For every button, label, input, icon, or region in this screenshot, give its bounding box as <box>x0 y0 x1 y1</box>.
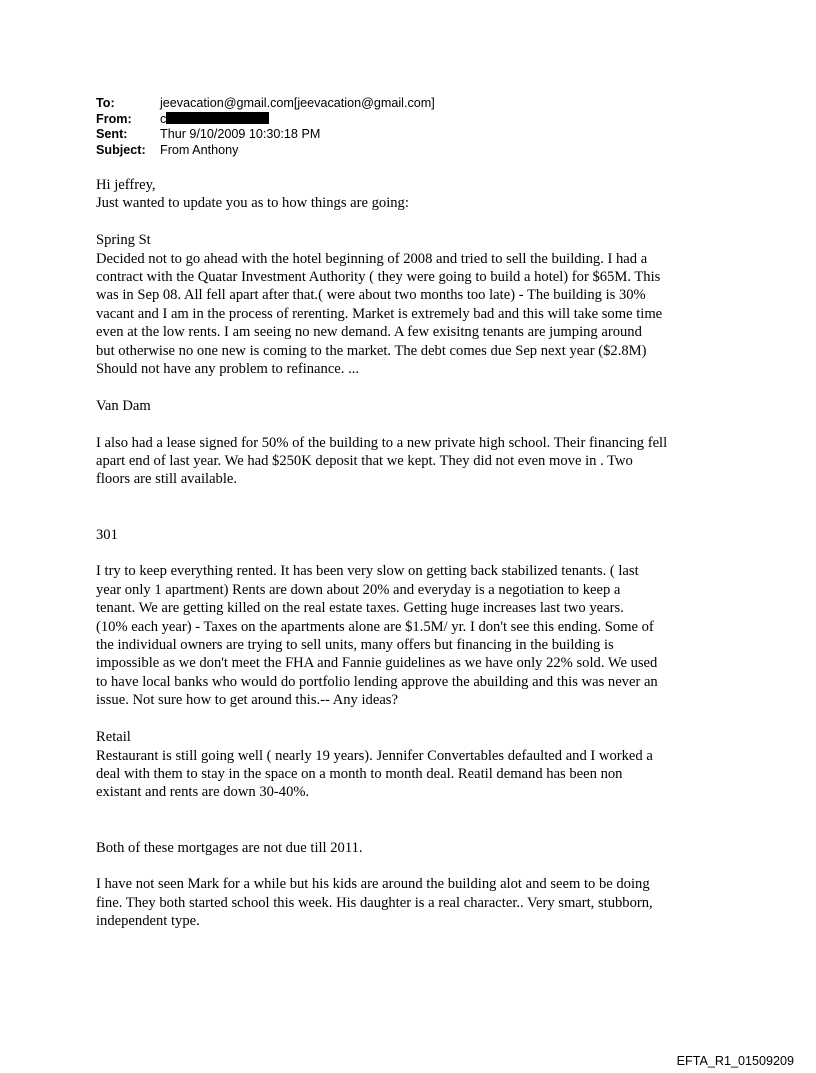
closing-line: independent type. <box>96 913 200 930</box>
three01-line: tenant. We are getting killed on the real estate taxes. Getting huge increases last two years. <box>96 600 624 617</box>
closing-line: I have not seen Mark for a while but his kids are around the building alot and seem to be doing <box>96 876 650 893</box>
van-dam-line: apart end of last year. We had $250K deposit that we kept. They did not even move in . Two <box>96 453 633 470</box>
van-dam-heading: Van Dam <box>96 397 151 414</box>
spring-st-line: but otherwise no one new is coming to the market. The debt comes due Sep next year ($2.8M) <box>96 342 647 359</box>
three01-line: the individual owners are trying to sell units, many offers but financing in the building is <box>96 637 614 654</box>
closing-line: fine. They both started school this week. His daughter is a real character.. Very smart, stubborn, <box>96 894 653 911</box>
three01-line: to have local banks who would do portfolio lending approve the abuilding and this was never an <box>96 673 658 690</box>
subject-row <box>96 143 435 159</box>
sent-value: Thur 9/10/2009 10:30:18 PM <box>160 127 321 142</box>
email-header <box>96 96 435 158</box>
email-body <box>96 176 736 931</box>
intro-line: Just wanted to update you as to how things are going: <box>96 195 409 212</box>
van-dam-line: floors are still available. <box>96 471 238 488</box>
from-initial: c <box>160 111 167 126</box>
subject-label: Subject: <box>96 142 146 157</box>
spring-st-line: contract with the Quatar Investment Authority ( they were going to build a hotel) for $65M. This <box>96 269 661 286</box>
three01-line: (10% each year) - Taxes on the apartments alone are $1.5M/ yr. I don't see this ending. Some of <box>96 618 654 635</box>
mortgages-line: Both of these mortgages are not due till 2011. <box>96 839 363 856</box>
from-label: From: <box>96 111 132 126</box>
spring-st-heading: Spring St <box>96 232 151 249</box>
van-dam-line: I also had a lease signed for 50% of the building to a new private high school. Their financing fell <box>96 434 668 451</box>
three01-line: I try to keep everything rented. It has been very slow on getting back stabilized tenants. ( last <box>96 563 639 580</box>
from-value <box>160 112 269 128</box>
three01-line: impossible as we don't meet the FHA and Fannie guidelines as we have only 22% sold. We used <box>96 655 658 672</box>
retail-heading: Retail <box>96 729 131 746</box>
from-row <box>96 112 435 128</box>
subject-value: From Anthony <box>160 142 239 157</box>
redaction-bar <box>166 112 269 124</box>
retail-line: Restaurant is still going well ( nearly 19 years). Jennifer Convertables defaulted and I worked a <box>96 747 653 764</box>
three01-heading: 301 <box>96 526 118 543</box>
to-label: To: <box>96 96 115 110</box>
spring-st-line: Should not have any problem to refinance. ... <box>96 361 360 378</box>
retail-line: existant and rents are down 30-40%. <box>96 784 310 801</box>
spring-st-line: was in Sep 08. All fell apart after that.( were about two months too late) - The building is 30% <box>96 287 646 304</box>
spring-st-line: vacant and I am in the process of rerenting. Market is extremely bad and this will take some time <box>96 305 663 322</box>
sent-row <box>96 127 435 143</box>
sent-label: Sent: <box>96 127 128 142</box>
to-row <box>96 96 435 112</box>
spring-st-line: Decided not to go ahead with the hotel beginning of 2008 and tried to sell the building. I had a <box>96 250 648 267</box>
greeting: Hi jeffrey, <box>96 177 156 193</box>
three01-line: issue. Not sure how to get around this.-- Any ideas? <box>96 692 398 709</box>
retail-line: deal with them to stay in the space on a month to month deal. Reatil demand has been non <box>96 765 623 782</box>
document-id: EFTA_R1_01509209 <box>676 1054 794 1068</box>
three01-line: year only 1 apartment) Rents are down about 20% and everyday is a negotiation to keep a <box>96 581 621 598</box>
spring-st-line: even at the low rents. I am seeing no new demand. A few exisitng tenants are jumping around <box>96 324 642 341</box>
to-value: jeevacation@gmail.com[jeevacation@gmail.com] <box>160 96 435 110</box>
